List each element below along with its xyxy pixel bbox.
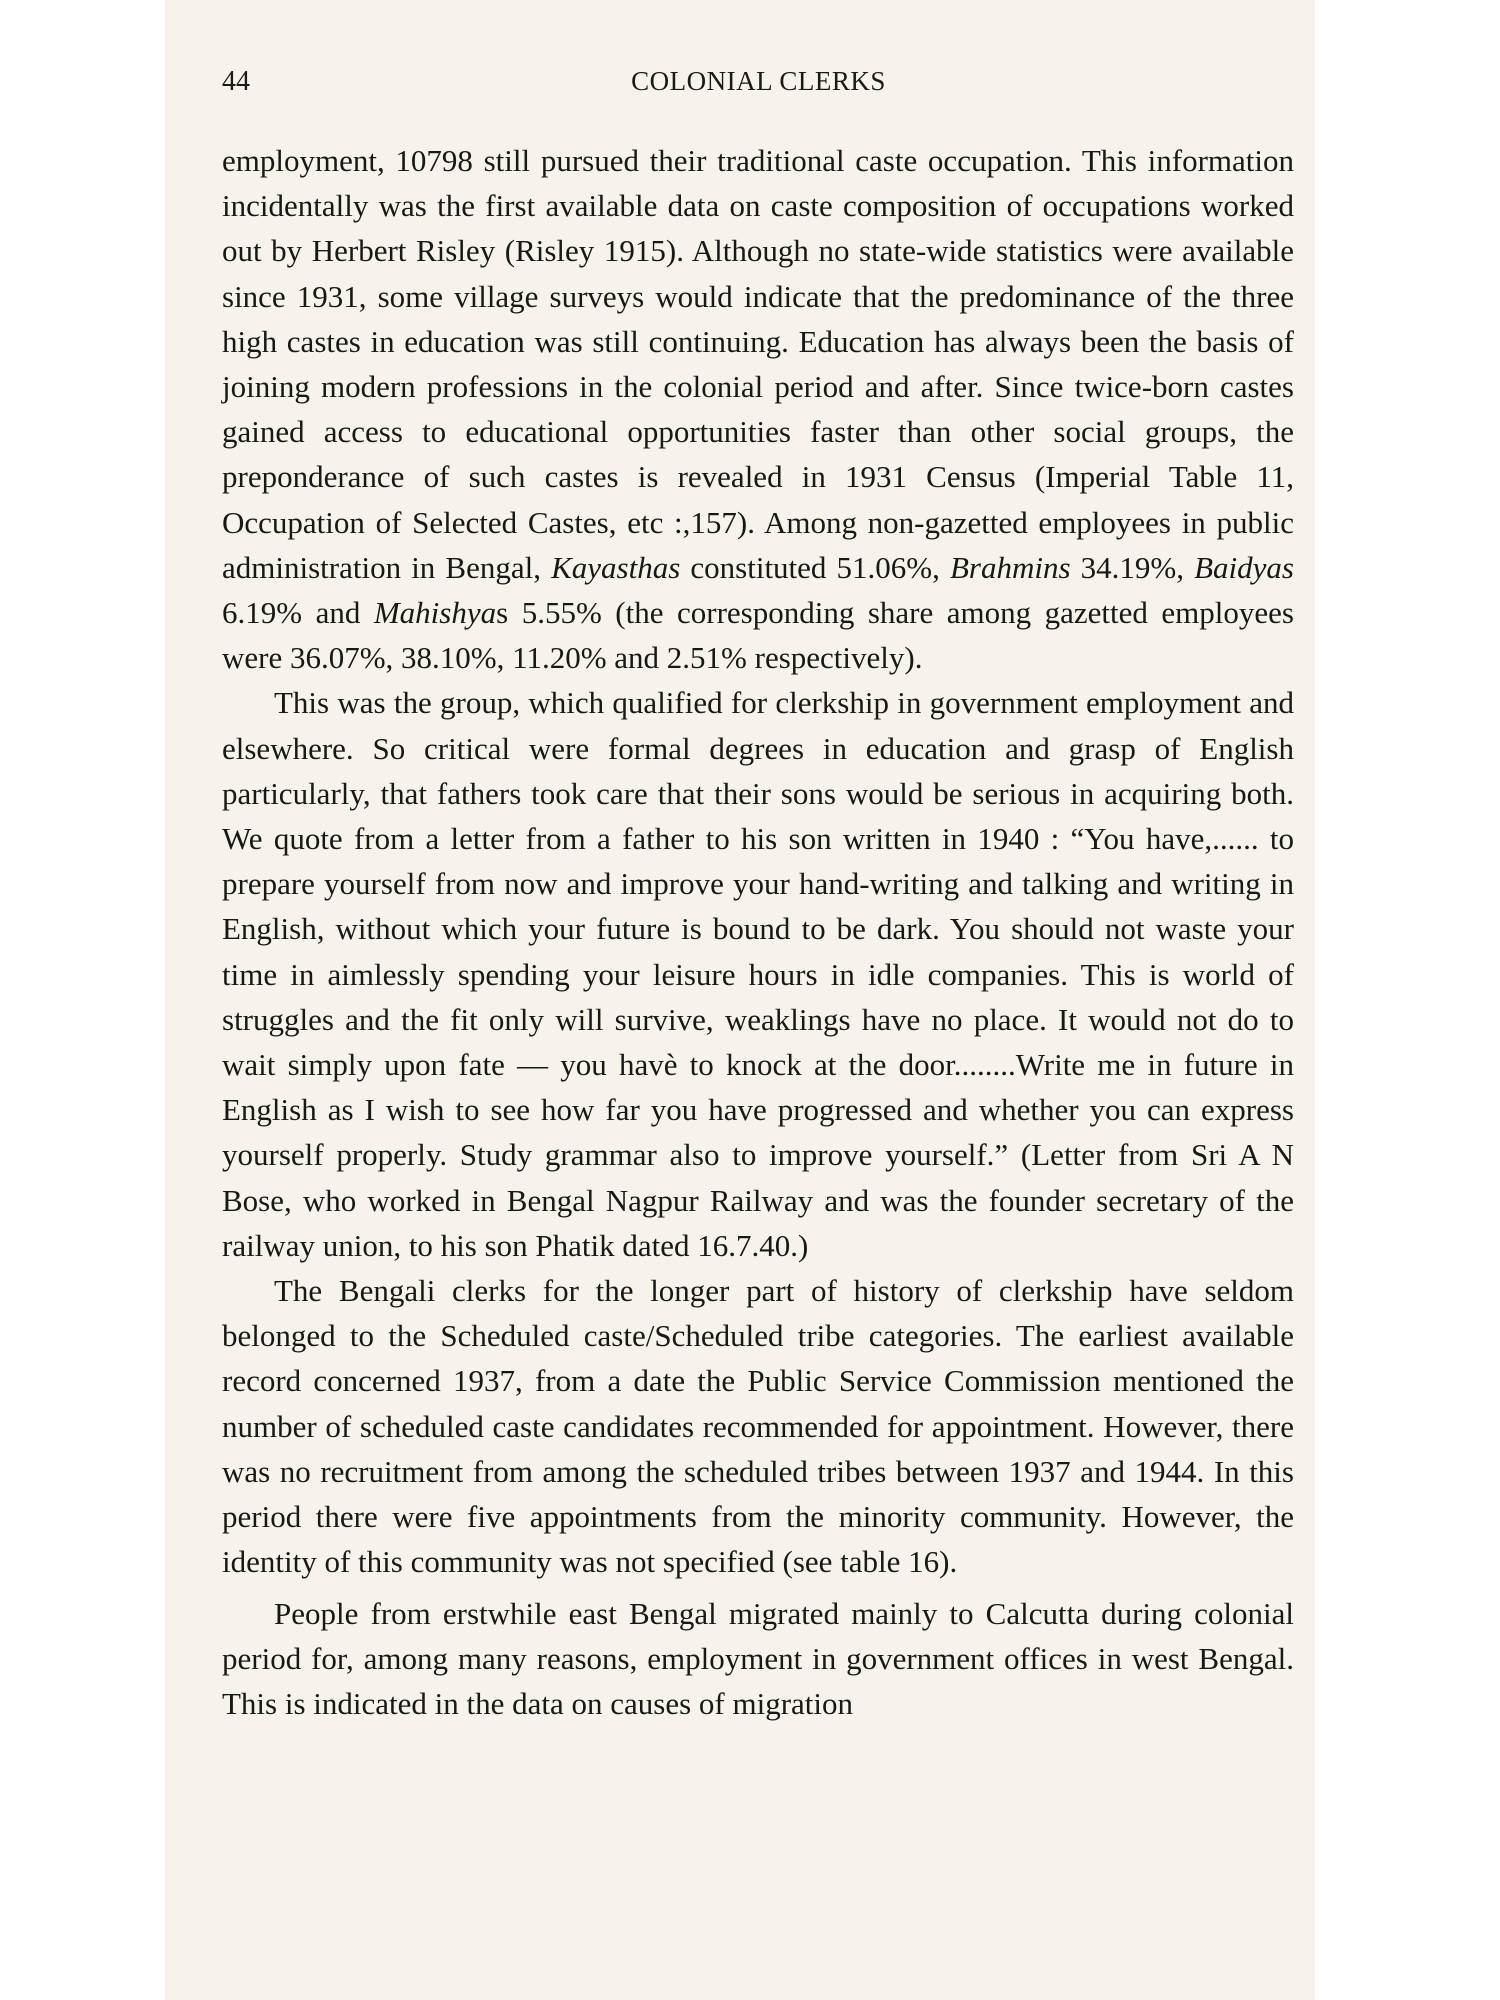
paragraph-2: This was the group, which qualified for clerkship in government employment and elsewhere. So critical were formal degrees in education and grasp of English particularly, that fathers took care that their sons would be serious in acquiring both. We quote from a letter from a father to his son written in 1940 : “You have,...... to prepare yourself from now and improve your hand-writing and talking and writing in English, without which your future is bound to be dark. You should not waste your time in aimlessly spending your leisure hours in idle companies. This is world of struggles and the fit only will survive, weaklings have no place. It would not do to wait simply upon fate — you havè to knock at the door........Write me in future in English as I wish to see how far you have progressed and whether you can express yourself properly. Study grammar also to improve yourself.” (Letter from Sri A N Bose, who worked in Bengal Nagpur Railway and was the founder secretary of the railway union, to his son Phatik dated 16.7.40.) — [222, 685, 1294, 1263]
term-baidyas: Baidyas — [1194, 549, 1294, 585]
paragraph-3: The Bengali clerks for the longer part of history of clerkship have seldom belonged to the Scheduled caste/Scheduled tribe categories. The earliest available record concerned 1937, from a date the Public Service Commission mentioned the number of scheduled caste candidates recommended for appointment. However, there was no recruitment from among the scheduled tribes between 1937 and 1944. In this period there were five appointments from the minority community. However, the identity of this community was not specified (see table 16). — [222, 1273, 1294, 1580]
page-body — [222, 138, 1294, 1726]
page-header — [222, 66, 1295, 106]
book-page — [165, 0, 1315, 2000]
term-kayasthas: Kayasthas — [551, 549, 681, 585]
running-head: COLONIAL CLERKS — [631, 66, 886, 96]
paragraph-1-text-d: 6.19% and — [222, 595, 374, 631]
paragraph-1-text-e: s 5.55% (the corresponding share among gazetted employees were 36.07%, 38.10%, 11.20% and 2.51% respectively). — [222, 595, 1294, 676]
paragraph-1-text-b: constituted 51.06%, — [680, 549, 950, 585]
term-brahmins: Brahmins — [949, 549, 1071, 585]
paragraph-4: People from erstwhile east Bengal migrated mainly to Calcutta during colonial period for, among many reasons, employment in government offices in west Bengal. This is indicated in the data on causes of migration — [222, 1595, 1294, 1721]
paragraph-1 — [222, 138, 1294, 680]
page-number: 44 — [222, 66, 250, 97]
paragraph-1-text-a: employment, 10798 still pursued their traditional caste occupation. This information incidentally was the first available data on caste composition of occupations worked out by Herbert Risley (Risley 1915). Although no state-wide statistics were available since 1931, some village surveys would indicate that the predominance of the three high castes in education was still continuing. Education has always been the basis of joining modern professions in the colonial period and after. Since twice-born castes gained access to educational opportunities faster than other social groups, the preponderance of such castes is revealed in 1931 Census (Imperial Table 11, Occupation of Selected Castes, etc :,157). Among non-gazetted employees in public administration in Bengal, — [222, 143, 1294, 585]
term-mahishyas: Mahishya — [373, 595, 497, 631]
paragraph-1-text-c: 34.19%, — [1070, 549, 1195, 585]
